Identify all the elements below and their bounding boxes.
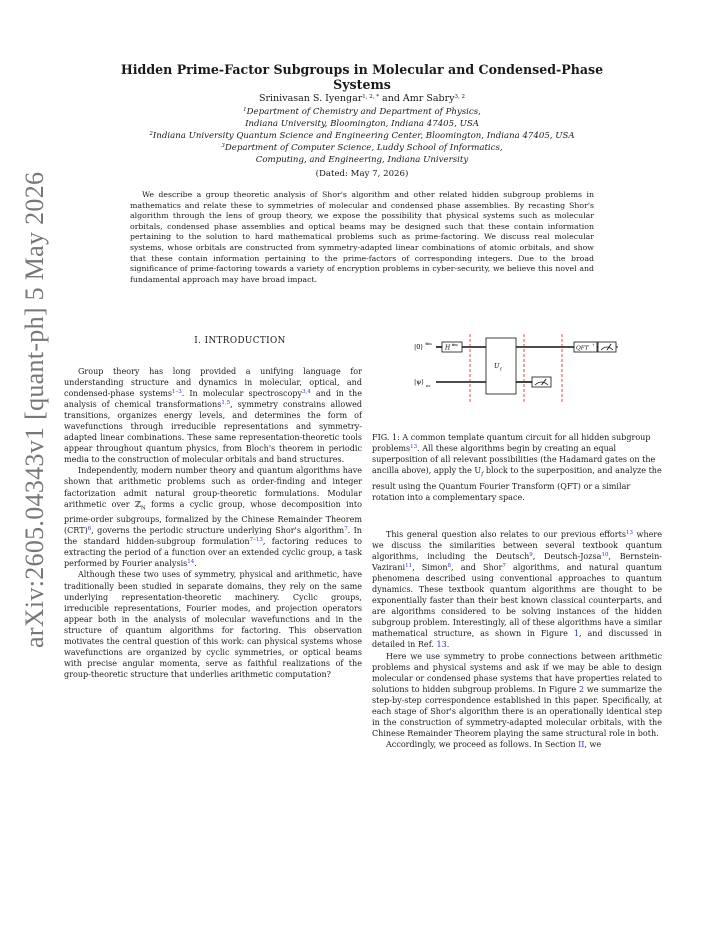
author-iyengar-affiliation-marks[interactable]: 1, 2, * bbox=[362, 94, 380, 100]
affiliation-1-line-2: Indiana University, Bloomington, Indiana 47405, USA bbox=[245, 118, 479, 129]
hadamard-exponent: ⊗m bbox=[451, 343, 458, 347]
author-sabry-affiliation-marks: 3, 2 bbox=[454, 94, 466, 100]
citation[interactable]: 3,4 bbox=[302, 389, 311, 396]
section-link[interactable]: II bbox=[578, 739, 585, 749]
citation[interactable]: 1–3 bbox=[172, 389, 182, 396]
citation[interactable]: 10 bbox=[601, 552, 609, 559]
paragraph-2: Independently, modern number theory and quantum algorithms have shown that arithmetic problems such as order-finding and integer factorization admit natural group-theoretic formulations. Modular arithmetic over ℤ$_N$ forms a cyclic group, whose decomposition into prime-order subgroups, formalized by the Chinese Remainder Theorem (CRT)$^6$, governs the periodic structure underlying Shor's algorithm$^7$. In the standard hidden-subgroup formulation$^{7-13}$, factoring reduces to extracting the period of a function over an extended cyclic group, a task performed by Fourier analysis$^{14}$. bbox=[64, 466, 362, 569]
figure-1-circuit bbox=[412, 334, 622, 416]
reference-link[interactable]: 13 bbox=[436, 640, 447, 650]
affiliation-3-mark: 3 bbox=[221, 143, 225, 149]
author-line bbox=[140, 93, 584, 104]
figure-link[interactable]: 1 bbox=[573, 629, 579, 639]
citation[interactable]: 7 bbox=[344, 526, 348, 533]
dated-line: (Dated: May 7, 2026) bbox=[315, 169, 409, 179]
ket-psi-subscript: ns bbox=[426, 383, 431, 388]
citation[interactable]: 7 bbox=[502, 563, 506, 570]
abstract bbox=[130, 190, 594, 285]
arxiv-identifier-text: arXiv:2605.04343v1 [quant-ph] 5 May 2026 bbox=[20, 171, 49, 648]
abstract-text: We describe a group theoretic analysis of Shor's algorithm and other related hidden subgroup problems in mathematics and relate these to symmetries of molecular and condensed phase assemblies. By recasting Shor's algorithm through the lens of group theory, we expose the possibility that physical systems such as molecular orbitals, condensed phase assemblies and optical beams may be designed such that these contain information pertaining to the solution to hard mathematical problems such as prime-factoring. We discuss real molecular systems, whose orbitals are constructed from symmetry-adapted linear combinations of atomic orbitals, and show that these contain information pertaining to the prime-factors of corresponding integers. Due to the broad significance of prime-factoring towards a variety of encryption problems in cyber-security, we believe this novel and fundamental approach may have broad impact. bbox=[130, 190, 594, 284]
citation[interactable]: 11 bbox=[405, 563, 413, 570]
figure-link[interactable]: 2 bbox=[578, 684, 585, 694]
author-conjunction-sabry: and Amr Sabry bbox=[379, 93, 455, 104]
citation[interactable]: 13 bbox=[625, 530, 633, 536]
affiliation-3 bbox=[100, 143, 624, 167]
ket-zero-label: |0⟩ bbox=[414, 343, 423, 351]
paper-title: Hidden Prime-Factor Subgroups in Molecular and Condensed-Phase Systems bbox=[120, 62, 604, 92]
citation[interactable]: 8 bbox=[447, 563, 452, 570]
affiliation-1-mark: 1 bbox=[243, 107, 247, 113]
citation[interactable]: 7–13 bbox=[249, 537, 263, 544]
affiliation-2 bbox=[100, 131, 624, 143]
ket-zero-exponent: ⊗m bbox=[425, 341, 432, 346]
hadamard-label: H bbox=[445, 344, 451, 352]
paragraph-1: Group theory has long provided a unifying language for understanding structure and dynamics in molecular, optical, and condensed-phase systems$^{1-3}$. In molecular spectroscopy$^{3,4}$ and in the analysis of chemical transformations$^{1,5}$, symmetry constrains allowed transitions, organizes energy levels, and determines the form of wavefunctions through irreducible representations and symmetry-adapted linear combinations. These same representation-theoretic tools appear throughout quantum physics, from Bloch's theorem in periodic media to the construction of molecular orbitals and band structures. bbox=[64, 367, 362, 465]
paragraph-5: Here we use symmetry to probe connections between arithmetic problems and physical systems and ask if we may be able to design molecular or condensed phase systems that have properties related to solutions to hidden subgroup problems. In Figure 2 we summarize the step-by-step correspondence established in this paper. Specifically, at each stage of Shor's algorithm there is an operationally identical step in the construction of symmetry-adapted molecular orbitals, with the Chinese Remainder Theorem playing the same structural role in both. bbox=[372, 651, 662, 738]
measurement-meter-top-icon bbox=[598, 342, 618, 352]
affiliation-2-mark: 2 bbox=[149, 131, 153, 137]
paragraph-4: This general question also relates to our previous efforts$^{13}$ where we discuss the similarities between several textbook quantum algorithms, including the Deutsch$^9$, Deutsch-Jozsa$^{10}$, Bernstein-Vazirani$^{11}$, Simon$^8$, and Shor$^7$ algorithms, and natural quantum phenomena described using conventional approaches to quantum dynamics. These textbook quantum algorithms are thought to be exponentially faster than their best known classical counterparts, and are algorithms considered to be solving instances of the hidden subgroup problem. Interestingly, all of these algorithms have a similar mathematical structure, as shown in Figure 1, and discussed in detailed in Ref. 13. bbox=[372, 530, 663, 650]
section-heading-introduction: I. INTRODUCTION bbox=[194, 336, 286, 346]
citation[interactable]: 9 bbox=[529, 552, 533, 559]
qft-dagger: † bbox=[592, 342, 595, 347]
left-column bbox=[64, 366, 362, 680]
affiliation-3-line-2: Computing, and Engineering, Indiana University bbox=[255, 154, 469, 165]
measurement-meter-bottom-icon bbox=[532, 377, 551, 387]
uf-label: U bbox=[494, 362, 500, 370]
figure-1-caption: FIG. 1: A common template quantum circuit for all hidden subgroup problems$^{13}$. All these algorithms begin by creating an equal superposition of all relevant possibilities (the Hadamard gates on the ancilla above), apply the $U_f$ block to the superposition, and analyze the result using the Quantum Fourier Transform (QFT) or a similar rotation into a complementary space. bbox=[372, 433, 662, 502]
citation[interactable]: 6 bbox=[87, 526, 92, 533]
qft-label: QFT bbox=[576, 345, 589, 352]
ket-psi-label: |ψ⟩ bbox=[414, 378, 424, 386]
citation[interactable]: 13 bbox=[410, 444, 418, 451]
uf-subscript: f bbox=[500, 366, 502, 371]
right-column bbox=[372, 529, 662, 750]
affiliation-1 bbox=[100, 107, 624, 131]
paragraph-3: Although these two uses of symmetry, physical and arithmetic, have traditionally been studied in separate domains, they rely on the same underlying representation-theoretic machinery. Cyclic groups, irreducible representations, Fourier modes, and projection operators appear both in the analysis of molecular wavefunctions and in the structure of quantum algorithms for factoring. This observation motivates the central question of this work: can physical systems whose wavefunctions are organized by cyclic symmetries, or optical beams with precise angular momenta, serve as faithful realizations of the group-theoretic structure that underlies arithmetic computation? bbox=[64, 570, 362, 679]
citation[interactable]: 1,5 bbox=[221, 400, 231, 407]
affiliation-1-line-1: Department of Chemistry and Department of Physics, bbox=[246, 107, 481, 117]
author-iyengar: Srinivasan S. Iyengar bbox=[258, 93, 363, 104]
paragraph-6: Accordingly, we proceed as follows. In Section II, we bbox=[386, 739, 602, 749]
affiliation-3-line-1: Department of Computer Science, Luddy School of Informatics, bbox=[224, 143, 503, 153]
affiliation-2-line-1: Indiana University Quantum Science and Engineering Center, Bloomington, Indiana 47405, USA bbox=[152, 131, 575, 141]
citation[interactable]: 14 bbox=[187, 559, 195, 566]
